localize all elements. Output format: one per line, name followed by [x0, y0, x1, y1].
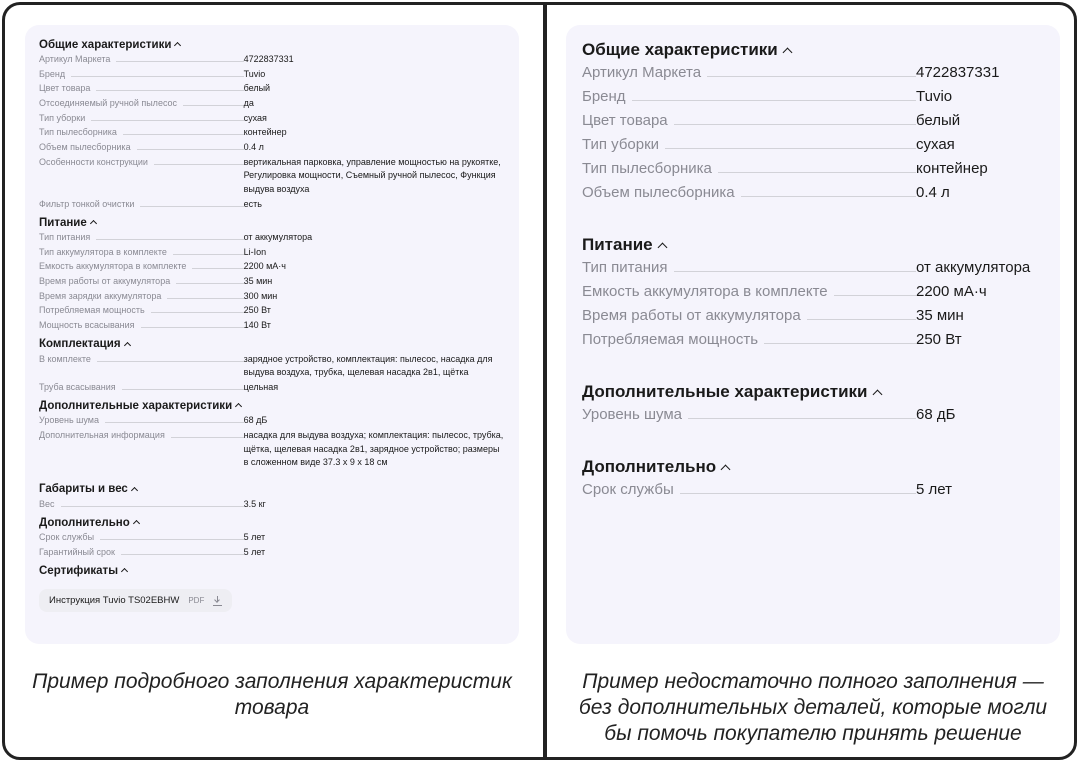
spec-label [582, 183, 916, 203]
spec-label [582, 111, 916, 131]
spec-label [39, 231, 244, 245]
spec-label-text: Бренд [582, 88, 626, 105]
spec-label [582, 405, 916, 425]
spec-row [582, 159, 1044, 179]
leader-line [121, 554, 244, 555]
spec-label [39, 531, 244, 545]
leader-line [97, 361, 244, 362]
spec-value: контейнер [243, 127, 287, 138]
section-header[interactable] [39, 397, 505, 414]
panel-divider [543, 5, 547, 757]
spec-row [582, 135, 1044, 155]
spec-label-text: Потребляемая мощность [582, 331, 759, 348]
chevron-up-icon[interactable] [123, 342, 130, 349]
leader-line [141, 327, 244, 328]
leader-line [674, 271, 916, 272]
spec-value: есть [243, 198, 262, 209]
section-title: Дополнительно [39, 516, 130, 529]
spec-row [39, 381, 505, 395]
spec-label-text: Цвет товара [39, 83, 91, 94]
section-title: Общие характеристики [582, 40, 778, 59]
leader-line [123, 134, 244, 135]
chevron-up-icon[interactable] [235, 403, 242, 410]
spec-row [39, 53, 505, 67]
section-title: Габариты и вес [39, 483, 128, 496]
spec-label [39, 290, 244, 304]
section-header[interactable] [582, 232, 1044, 258]
sparse-specs-card [566, 25, 1060, 644]
comparison-frame [2, 2, 1077, 760]
leader-line [71, 76, 243, 77]
spec-row [582, 405, 1044, 425]
leader-line [105, 422, 244, 423]
spec-label-text: Бренд [39, 68, 66, 79]
spec-value: сухая [243, 112, 267, 123]
spec-row [582, 282, 1044, 302]
chevron-up-icon[interactable] [721, 464, 731, 474]
leader-line [176, 283, 243, 284]
leader-line [151, 312, 244, 313]
spec-label [39, 198, 244, 212]
spec-label [39, 260, 244, 274]
spec-label [582, 258, 916, 278]
spec-label-text: Тип пылесборника [582, 160, 712, 177]
leader-line [674, 124, 916, 125]
leader-line [173, 254, 244, 255]
spec-label-text: Тип уборки [582, 136, 660, 153]
chevron-up-icon[interactable] [121, 568, 128, 575]
spec-label-text: Емкость аккумулятора в комплекте [39, 261, 187, 272]
spec-row [582, 258, 1044, 278]
spec-value: насадка для выдува воздуха; комплектация: пылесос, трубка, щётка, щелевая насадка 2в1, зарядное устройство; размеры в сложенном виде 37.3 x 9 x 18 см [243, 430, 504, 467]
chevron-up-icon[interactable] [90, 220, 97, 227]
spec-value: 5 лет [243, 546, 266, 557]
spec-row [582, 63, 1044, 83]
spec-value: Tuvio [916, 88, 953, 105]
spec-value: 68 дБ [243, 415, 268, 426]
spec-value: 140 Вт [243, 320, 271, 331]
spec-value: 0.4 л [916, 184, 950, 201]
spec-label-text: Фильтр тонкой очистки [39, 198, 135, 209]
leader-line [680, 493, 916, 494]
leader-line [707, 76, 916, 77]
spec-row [39, 126, 505, 140]
spec-row [39, 97, 505, 111]
spec-value: Tuvio [243, 68, 266, 79]
spec-value: от аккумулятора [916, 259, 1031, 276]
section-header[interactable] [39, 514, 505, 531]
section-header[interactable] [39, 214, 505, 231]
spec-label-text: Время зарядки аккумулятора [39, 290, 162, 301]
leader-line [167, 298, 243, 299]
spec-value: 35 мин [916, 307, 964, 324]
leader-line [96, 90, 243, 91]
spec-label [39, 429, 244, 443]
spec-row [582, 480, 1044, 500]
spec-label [39, 68, 244, 82]
spec-row [39, 68, 505, 82]
spec-row [39, 498, 505, 512]
spec-value: белый [916, 112, 961, 129]
left-caption: Пример подробного заполнения характеристик товара [32, 670, 512, 719]
section-spacer [582, 429, 1044, 454]
spec-row [39, 198, 505, 212]
spec-label-text: Отсоединяемый ручной пылесос [39, 98, 178, 109]
spec-value: 5 лет [243, 532, 266, 543]
spec-row [39, 429, 505, 470]
spec-label [39, 304, 244, 318]
spec-label [39, 246, 244, 260]
spec-label-text: Особенности конструкции [39, 156, 148, 167]
spec-label [582, 480, 916, 500]
spec-label-text: Объем пылесборника [582, 184, 735, 201]
spec-row [39, 546, 505, 560]
chevron-up-icon[interactable] [133, 520, 140, 527]
leader-line [834, 295, 916, 296]
spec-label [39, 112, 244, 126]
spec-label [39, 97, 244, 111]
leader-line [140, 206, 243, 207]
instruction-download-button[interactable] [39, 589, 232, 612]
section-header[interactable] [582, 454, 1044, 480]
spec-row [39, 414, 505, 428]
spec-label-text: Тип питания [582, 259, 668, 276]
leader-line [632, 100, 916, 101]
spec-label-text: Труба всасывания [39, 381, 116, 392]
spec-label-text: Потребляемая мощность [39, 305, 145, 316]
spec-value: вертикальная парковка, управление мощностью на рукоятке, Регулировка мощности, Съемный ручной пылесос, Функция выдува воздуха [243, 156, 501, 194]
leader-line [718, 172, 916, 173]
leader-line [764, 343, 916, 344]
spec-value: 4722837331 [916, 64, 1000, 81]
spec-row [39, 82, 505, 96]
spec-label [39, 156, 244, 170]
spec-label-text: Срок службы [39, 532, 95, 543]
leader-line [688, 418, 916, 419]
spec-row [39, 260, 505, 274]
spec-label [39, 414, 244, 428]
spec-row [39, 141, 505, 155]
spec-row [39, 156, 505, 197]
spec-value: 2200 мА·ч [916, 283, 987, 300]
spec-label [39, 319, 244, 333]
spec-label [39, 141, 244, 155]
download-icon[interactable] [213, 596, 222, 606]
section-header[interactable] [39, 36, 505, 53]
spec-label [582, 87, 916, 107]
spec-row [582, 183, 1044, 203]
spec-label [39, 53, 244, 67]
chevron-up-icon[interactable] [872, 389, 882, 399]
spec-label [582, 135, 916, 155]
spec-value: контейнер [916, 160, 988, 177]
leader-line [100, 539, 244, 540]
spec-label-text: Срок службы [582, 481, 674, 498]
spec-label-text: Уровень шума [39, 415, 99, 426]
spec-value: 4722837331 [243, 54, 294, 64]
spec-value: Li-Ion [243, 246, 267, 257]
spec-label-text: Тип аккумулятора в комплекте [39, 246, 167, 257]
section-title: Сертификаты [39, 564, 119, 577]
spec-row [582, 306, 1044, 326]
spec-row [39, 319, 505, 333]
section-title: Питание [582, 235, 653, 254]
spec-value: 300 мин [243, 290, 278, 301]
section-title: Дополнительные характеристики [39, 399, 233, 412]
spec-value: 2200 мА·ч [243, 261, 286, 272]
spec-label-text: Емкость аккумулятора в комплекте [582, 283, 828, 300]
spec-value: 68 дБ [916, 406, 956, 423]
spec-label [39, 126, 244, 140]
leader-line [154, 164, 244, 165]
leader-line [91, 120, 243, 121]
spec-row [39, 246, 505, 260]
spec-row [39, 304, 505, 318]
spec-value: 35 мин [243, 276, 273, 287]
section-spacer [582, 354, 1044, 379]
section-title: Общие характеристики [39, 38, 172, 51]
spec-value: цельная [243, 381, 279, 392]
section-header[interactable] [582, 37, 1044, 63]
section-title: Дополнительные характеристики [582, 382, 868, 401]
leader-line [807, 319, 916, 320]
leader-line [665, 148, 916, 149]
spec-row [39, 112, 505, 126]
spec-label-text: Дополнительная информация [39, 430, 165, 440]
spec-label-text: Цвет товара [582, 112, 668, 129]
spec-value: от аккумулятора [243, 232, 313, 242]
spec-label-text: Артикул Маркета [39, 54, 111, 64]
section-header[interactable] [39, 481, 505, 498]
leader-line [741, 196, 916, 197]
doc-type: PDF [188, 596, 205, 606]
spec-label-text: Объем пылесборника [39, 142, 131, 153]
leader-line [61, 506, 244, 507]
leader-line [122, 389, 244, 390]
spec-label [39, 275, 244, 289]
spec-label-text: Вес [39, 498, 55, 509]
spec-value: 250 Вт [243, 305, 271, 316]
spec-value: да [243, 98, 254, 109]
spec-label-text: Уровень шума [582, 406, 682, 423]
spec-label-text: Тип уборки [39, 112, 86, 123]
spec-value: белый [243, 83, 271, 94]
leader-line [137, 149, 244, 150]
spec-label-text: Тип пылесборника [39, 127, 117, 138]
chevron-up-icon[interactable] [131, 487, 138, 494]
spec-row [39, 231, 505, 245]
spec-label-text: Время работы от аккумулятора [582, 307, 801, 324]
spec-label [39, 498, 244, 512]
leader-line [96, 239, 243, 240]
spec-value: 5 лет [916, 481, 952, 498]
spec-value: зарядное устройство, комплектация: пылесос, насадка для выдува воздуха, трубка, щелевая насадка 2в1, щётка [243, 353, 493, 378]
leader-line [183, 105, 244, 106]
chevron-up-icon[interactable] [782, 47, 792, 57]
spec-value: 250 Вт [916, 331, 962, 348]
spec-row [582, 111, 1044, 131]
leader-line [192, 268, 243, 269]
spec-label-text: Время работы от аккумулятора [39, 276, 171, 287]
spec-value: сухая [916, 136, 955, 153]
spec-label [39, 381, 244, 395]
spec-label [582, 330, 916, 350]
spec-label [582, 306, 916, 326]
doc-name: Инструкция Tuvio TS02EBHW [49, 595, 180, 607]
spec-label-text: Тип питания [39, 232, 91, 242]
spec-label-text: Артикул Маркета [582, 64, 702, 81]
spec-row [39, 353, 505, 380]
spec-label-text: В комплекте [39, 353, 91, 364]
leader-line [171, 437, 244, 438]
section-header[interactable] [39, 562, 505, 579]
section-title: Питание [39, 216, 87, 229]
detailed-specs-card [25, 25, 519, 644]
chevron-up-icon[interactable] [174, 42, 181, 49]
spec-label [582, 63, 916, 83]
spec-row [39, 290, 505, 304]
spec-row [39, 531, 505, 545]
spec-value: 3.5 кг [243, 498, 266, 509]
spec-label [582, 159, 916, 179]
chevron-up-icon[interactable] [657, 242, 667, 252]
spec-label [582, 282, 916, 302]
section-header[interactable] [39, 336, 505, 353]
section-title: Дополнительно [582, 457, 717, 476]
spec-label [39, 546, 244, 560]
spec-label-text: Мощность всасывания [39, 320, 135, 331]
spec-label [39, 82, 244, 96]
section-header[interactable] [582, 379, 1044, 405]
section-spacer [39, 471, 505, 478]
leader-line [116, 61, 243, 62]
spec-row [582, 330, 1044, 350]
section-spacer [582, 207, 1044, 232]
section-title: Комплектация [39, 338, 121, 351]
spec-row [582, 87, 1044, 107]
right-caption: Пример недостаточно полного заполнения — без дополнительных деталей, которые могли бы помочь покупателю принять решение [578, 670, 1048, 745]
spec-row [39, 275, 505, 289]
spec-label-text: Гарантийный срок [39, 546, 115, 557]
spec-label [39, 353, 244, 367]
spec-value: 0.4 л [243, 142, 264, 153]
